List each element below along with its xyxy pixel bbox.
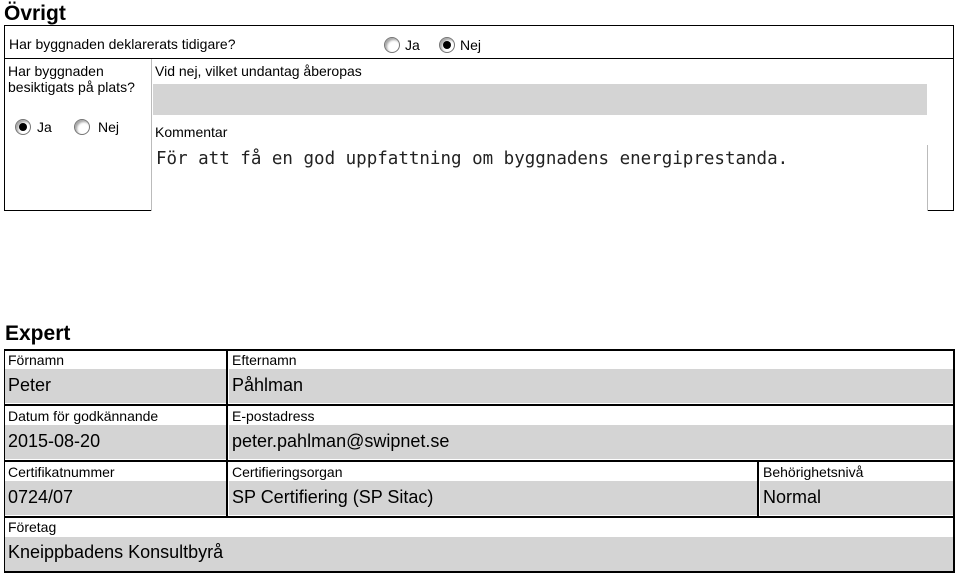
fornamn-value: Peter — [8, 375, 52, 395]
cert-org-value: SP Certifiering (SP Sitac) — [232, 487, 434, 507]
q2-label-line1: Har byggnaden — [8, 63, 104, 79]
fornamn-label: Förnamn — [8, 352, 65, 368]
efternamn-label: Efternamn — [232, 352, 297, 368]
q1-label: Har byggnaden deklarerats tidigare? — [9, 36, 236, 52]
exception-label: Vid nej, vilket undantag åberopas — [155, 63, 362, 79]
behorighet-label: Behörighetsnivå — [763, 464, 864, 480]
expert-heading: Expert — [5, 322, 71, 345]
table-left-border — [4, 349, 5, 573]
cert-org-label: Certifieringsorgan — [232, 464, 343, 480]
ovrigt-divider — [4, 58, 954, 59]
row-border — [4, 516, 954, 518]
efternamn-field[interactable] — [229, 369, 953, 403]
comment-field-border — [927, 145, 928, 211]
q1-nej-label: Nej — [460, 37, 482, 53]
comment-field[interactable] — [152, 145, 928, 211]
ovrigt-heading: Övrigt — [4, 2, 66, 25]
cert-nr-label: Certifikatnummer — [8, 464, 115, 480]
comment-label: Kommentar — [155, 124, 228, 140]
datum-value: 2015-08-20 — [8, 431, 101, 451]
efternamn-value: Påhlman — [232, 375, 304, 395]
foretag-value: Kneippbadens Konsultbyrå — [8, 542, 224, 562]
epost-label: E-postadress — [232, 408, 315, 424]
comment-text: För att få en god uppfattning om byggnadens energiprestanda. — [156, 149, 789, 169]
row-border — [4, 349, 954, 351]
exception-field[interactable] — [153, 84, 927, 115]
q2-radio-ja[interactable] — [15, 119, 31, 135]
epost-value: peter.pahlman@swipnet.se — [232, 431, 450, 451]
radio-selected-dot — [443, 41, 451, 49]
radio-selected-dot — [19, 123, 27, 131]
table-right-border — [953, 349, 955, 573]
q1-radio-nej[interactable] — [439, 37, 455, 53]
q2-ja-label: Ja — [37, 119, 52, 135]
q2-radio-nej[interactable] — [74, 119, 90, 135]
column-divider — [757, 460, 759, 516]
q1-ja-label: Ja — [405, 37, 420, 53]
q2-label-line2: besiktigats på plats? — [8, 79, 135, 95]
foretag-label: Företag — [8, 519, 57, 535]
row-border — [4, 460, 954, 462]
cert-nr-value: 0724/07 — [8, 487, 74, 507]
behorighet-value: Normal — [763, 487, 822, 507]
q1-radio-ja[interactable] — [384, 37, 400, 53]
q2-nej-label: Nej — [98, 119, 120, 135]
row-border — [4, 404, 954, 406]
row-border — [4, 571, 954, 573]
column-divider — [226, 349, 228, 516]
datum-label: Datum för godkännande — [8, 408, 159, 424]
